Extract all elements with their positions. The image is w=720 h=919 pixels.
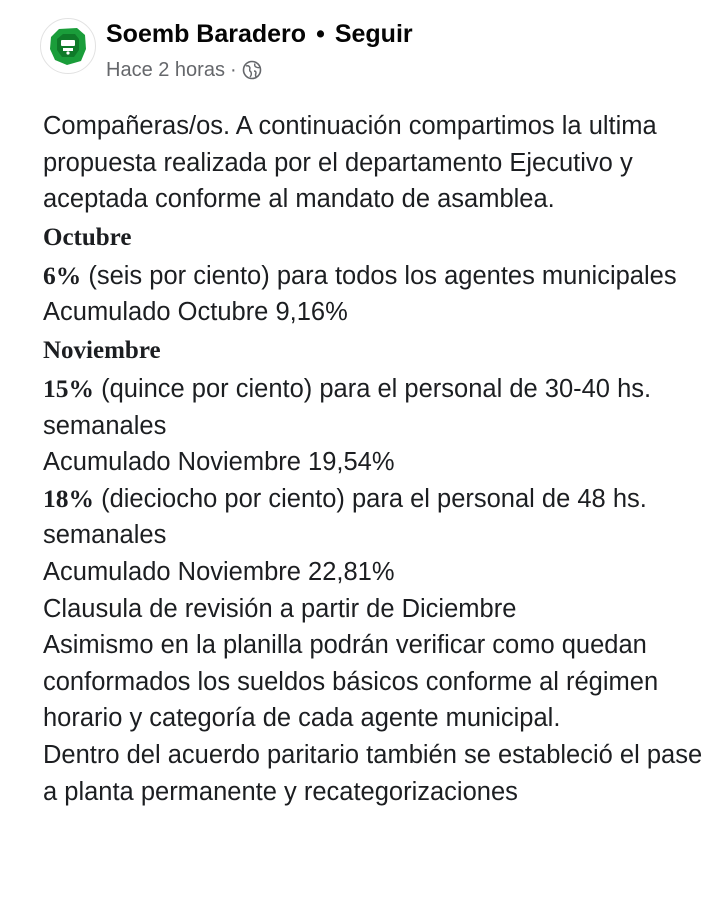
post-timestamp[interactable]: Hace 2 horas (106, 59, 225, 81)
november-item-1-accumulated: Acumulado Noviembre 19,54% (43, 448, 395, 477)
post-intro: Compañeras/os. A continuación compartimos la ultima propuesta realizada por el departamento Ejecutivo y aceptada conforme al mandato de asamblea. (43, 112, 657, 214)
globe-icon[interactable] (242, 60, 262, 80)
agreement-note: Dentro del acuerdo paritario también se estableció el pase a planta permanente y recategorizaciones (43, 740, 703, 806)
avatar[interactable] (40, 18, 96, 74)
november-item-2-percent: 18% (43, 483, 94, 513)
november-item-1-percent: 15% (43, 373, 94, 403)
revision-clause: Clausula de revisión a partir de Diciembre (43, 594, 517, 623)
november-item-2-text: (dieciocho por ciento) para el personal de 48 hs. semanales (43, 484, 647, 550)
october-item-text: (seis por ciento) para todos los agentes municipales (81, 261, 677, 290)
november-item-2-accumulated: Acumulado Noviembre 22,81% (43, 557, 395, 586)
section-title-october: Octubre (43, 223, 132, 251)
name-separator: • (316, 20, 325, 48)
november-item-1 (43, 371, 713, 444)
organization-logo-icon (45, 23, 91, 69)
post-body (43, 108, 713, 810)
october-accumulated: Acumulado Octubre 9,16% (43, 298, 348, 327)
meta-separator: · (229, 59, 237, 81)
author-row (106, 18, 413, 50)
follow-button[interactable]: Seguir (334, 20, 413, 48)
planilla-note: Asimismo en la planilla podrán verificar como quedan conformados los sueldos básicos conforme al régimen horario y categoría de cada agente municipal. (43, 631, 659, 733)
november-item-2 (43, 481, 713, 554)
section-title-november: Noviembre (43, 336, 161, 364)
author-name[interactable]: Soemb Baradero (106, 20, 307, 48)
post-header (40, 12, 700, 82)
november-item-1-text: (quince por ciento) para el personal de 30-40 hs. semanales (43, 374, 652, 440)
october-item (43, 258, 713, 295)
october-item-percent: 6% (43, 260, 82, 290)
post-meta (106, 57, 262, 83)
